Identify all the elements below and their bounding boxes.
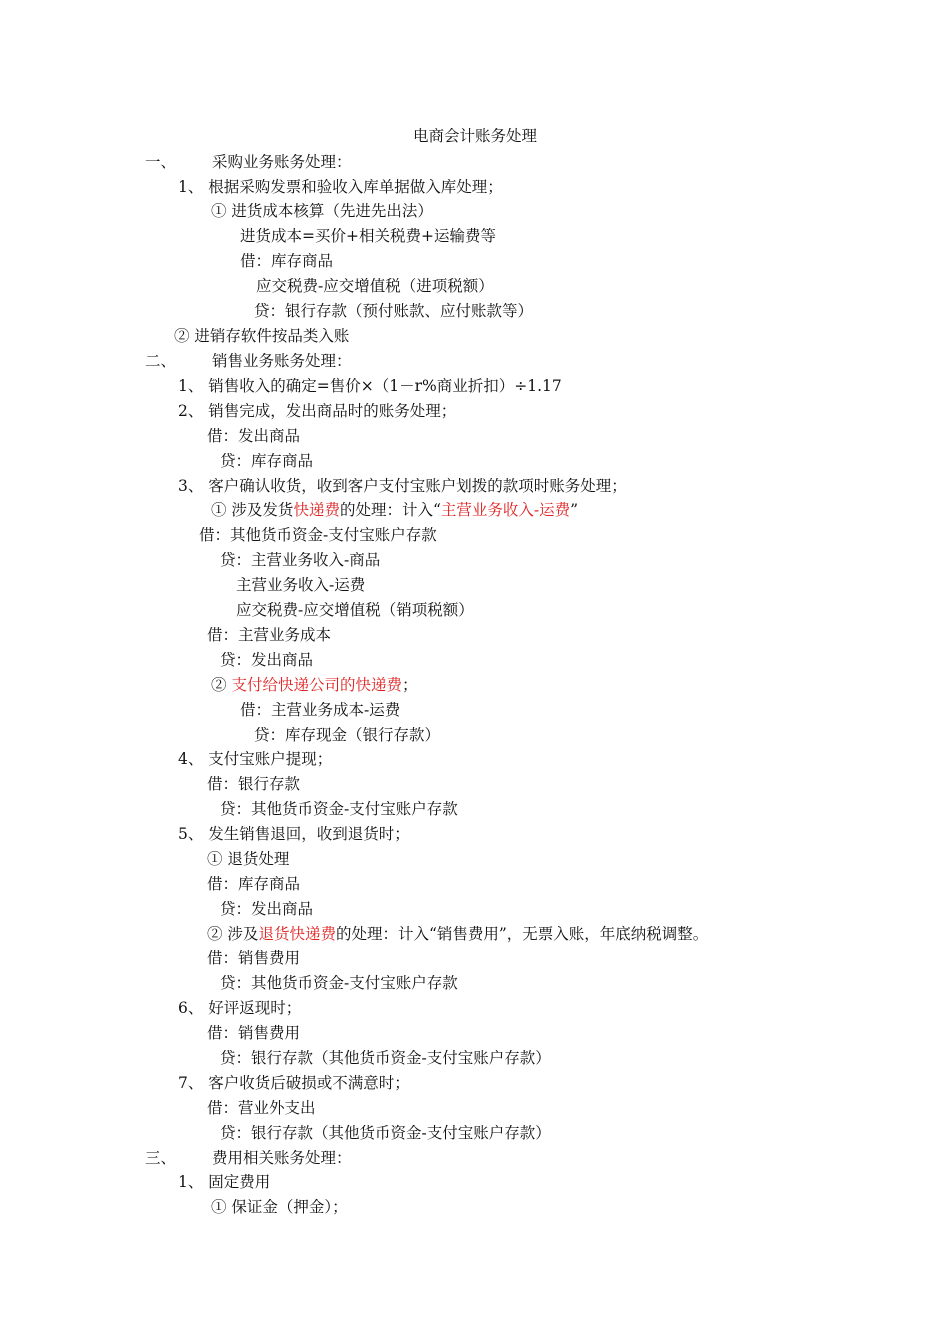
- sales-item-2: 2、 销售完成，发出商品时的账务处理；: [178, 402, 457, 420]
- section-2-heading: 销售业务账务处理：: [212, 352, 352, 370]
- purchase-sub-1: ① 进货成本核算（先进先出法）: [211, 202, 433, 220]
- sub-2-highlight-courier-payment: 支付给快递公司的快递费: [231, 676, 402, 694]
- document-title: 电商会计账务处理: [412, 127, 537, 145]
- expense-sub-1: ① 保证金（押金）；: [211, 1198, 348, 1216]
- purchase-formula: 进货成本=买价+相关税费+运输费等: [240, 227, 496, 245]
- expense-item-1: 1、 固定费用: [178, 1173, 271, 1191]
- sales-item-6-debit: 借：销售费用: [207, 1024, 301, 1042]
- sales-item-5-debit: 借：库存商品: [207, 875, 301, 893]
- purchase-debit: 借：库存商品: [240, 252, 334, 270]
- sales-item-2-credit: 贷：库存商品: [220, 452, 314, 470]
- sub-2-text-a: ② 涉及: [207, 925, 259, 943]
- sales-item-3-sub-2-credit: 贷：库存现金（银行存款）: [254, 726, 441, 744]
- section-3-number: 三、: [145, 1149, 177, 1167]
- purchase-item-1: 1、 根据采购发票和验收入库单据做入库处理；: [178, 178, 503, 196]
- sales-item-3-credit-3: 应交税费-应交增值税（销项税额）: [236, 601, 474, 619]
- sales-item-5-sub-1: ① 退货处理: [207, 850, 290, 868]
- sales-item-4-debit: 借：银行存款: [207, 775, 301, 793]
- sales-item-5-credit-b: 贷：其他货币资金-支付宝账户存款: [220, 974, 458, 992]
- sub-1-text-a: ① 涉及发货: [211, 501, 294, 519]
- sales-item-3-debit-b: 借：主营业务成本: [207, 626, 332, 644]
- sub-2-text-a: ②: [211, 676, 232, 694]
- purchase-debit-2: 应交税费-应交增值税（进项税额）: [256, 277, 494, 295]
- purchase-credit: 贷：银行存款（预付账款、应付账款等）: [254, 302, 534, 320]
- sales-item-3: 3、 客户确认收货，收到客户支付宝账户划拨的款项时账务处理；: [178, 477, 627, 495]
- sales-item-6: 6、 好评返现时；: [178, 999, 302, 1017]
- sub-2-highlight-return-shipping: 退货快递费: [258, 925, 336, 943]
- sub-1-highlight-revenue-freight: 主营业务收入-运费: [440, 501, 571, 519]
- sales-item-7: 7、 客户收货后破损或不满意时；: [178, 1074, 410, 1092]
- sales-item-1: 1、 销售收入的确定=售价×（1－r%商业折扣）÷1.17: [178, 377, 562, 395]
- sales-item-5-credit: 贷：发出商品: [220, 900, 314, 918]
- purchase-sub-2: ② 进销存软件按品类入账: [174, 327, 350, 345]
- sales-item-4-credit: 贷：其他货币资金-支付宝账户存款: [220, 800, 458, 818]
- sales-item-3-sub-1: [211, 500, 578, 520]
- sales-item-5-sub-2: [207, 924, 708, 944]
- section-1-heading: 采购业务账务处理：: [212, 153, 352, 171]
- sales-item-3-debit: 借：其他货币资金-支付宝账户存款: [199, 526, 437, 544]
- section-3-heading: 费用相关账务处理：: [212, 1149, 352, 1167]
- section-1-number: 一、: [145, 153, 177, 171]
- sales-item-3-sub-2: [211, 675, 417, 695]
- sales-item-7-credit: 贷：银行存款（其他货币资金-支付宝账户存款）: [220, 1124, 551, 1142]
- section-2-number: 二、: [145, 352, 177, 370]
- sub-1-highlight-shipping-fee: 快递费: [293, 501, 340, 519]
- sales-item-5-debit-b: 借：销售费用: [207, 949, 301, 967]
- sales-item-4: 4、 支付宝账户提现；: [178, 750, 333, 768]
- sales-item-3-credit-2: 主营业务收入-运费: [236, 576, 366, 594]
- sub-1-text-c: 的处理：计入“: [339, 501, 441, 519]
- sales-item-3-sub-2-debit: 借：主营业务成本-运费: [240, 701, 401, 719]
- sales-item-2-debit: 借：发出商品: [207, 427, 301, 445]
- sub-2-text-c: ；: [401, 676, 418, 694]
- sales-item-3-credit: 贷：主营业务收入-商品: [220, 551, 381, 569]
- sales-item-7-debit: 借：营业外支出: [207, 1099, 316, 1117]
- sub-2-text-c: 的处理：计入“销售费用”，无票入账，年底纳税调整。: [335, 925, 709, 943]
- sales-item-3-credit-b: 贷：发出商品: [220, 651, 314, 669]
- sub-1-text-e: ”: [570, 501, 579, 519]
- sales-item-6-credit: 贷：银行存款（其他货币资金-支付宝账户存款）: [220, 1049, 551, 1067]
- sales-item-5: 5、 发生销售退回，收到退货时；: [178, 825, 410, 843]
